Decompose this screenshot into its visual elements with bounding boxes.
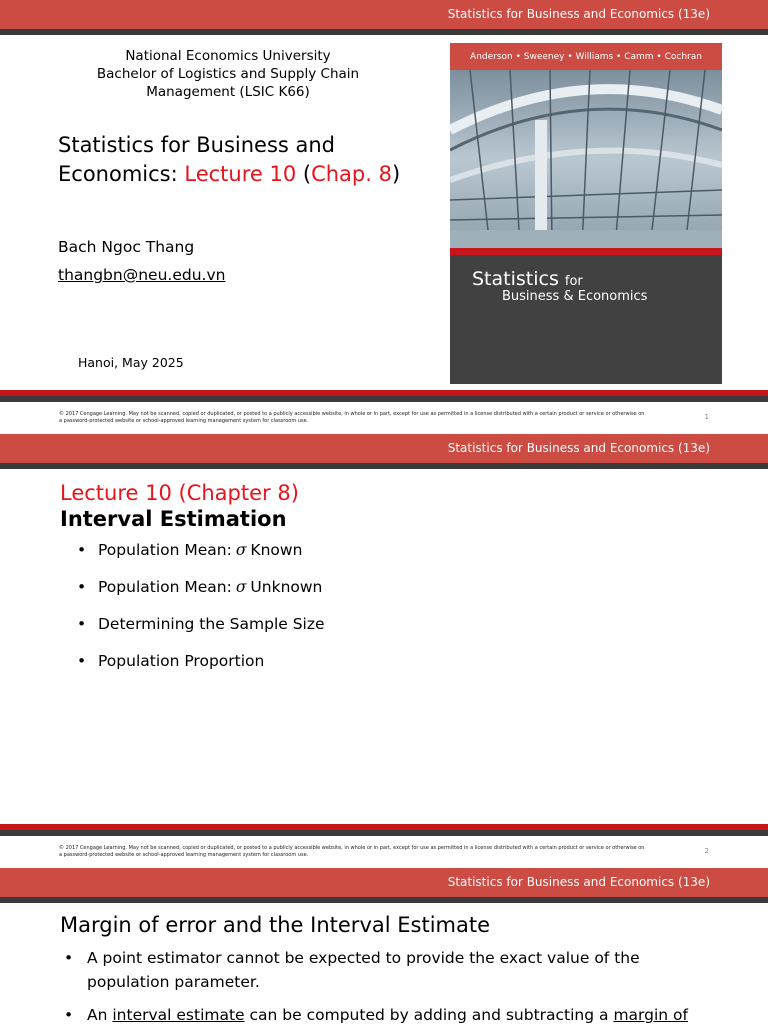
bullet-marker: •	[64, 949, 74, 967]
page-number: 2	[704, 847, 709, 855]
title-paren-close: )	[391, 162, 401, 186]
author-block	[58, 233, 225, 289]
header-bar	[0, 868, 768, 897]
bullet-marker: •	[77, 615, 87, 633]
title-chapter: Chap. 8	[311, 162, 392, 186]
cover-title-line1	[472, 268, 583, 290]
header-title: Statistics for Business and Economics (13e)	[447, 875, 710, 889]
slide-2	[0, 434, 768, 868]
footer-dark-bar	[0, 830, 768, 836]
footer-bars	[0, 824, 768, 836]
lecture-subtitle: Interval Estimation	[60, 507, 287, 531]
topic-list	[77, 537, 325, 685]
header-title: Statistics for Business and Economics (13e)	[447, 7, 710, 21]
bullet-text: can be computed by adding and subtracting a	[244, 1006, 614, 1024]
cover-architecture-photo	[450, 70, 722, 248]
bullet-text: Unknown	[250, 578, 323, 596]
list-item	[77, 537, 325, 574]
header-title: Statistics for Business and Economics (13e)	[447, 441, 710, 455]
cover-authors: Anderson • Sweeney • Williams • Camm • Cochran	[450, 43, 722, 70]
sigma-symbol: σ	[235, 541, 247, 559]
place-date: Hanoi, May 2025	[78, 355, 184, 370]
cover-title-line2: Business & Economics	[502, 289, 648, 304]
sigma-symbol: σ	[235, 578, 247, 596]
bullet-text: An	[87, 1006, 113, 1024]
copyright-notice: © 2017 Cengage Learning. May not be scanned, copied or duplicated, or posted to a publicly accessible website, in whole or in part, except for use as permitted in a license distributed with a certain product or service or otherwise on a password-protected website or school-approved learning management system for classroom use.	[59, 411, 645, 424]
author-email-link[interactable]: thangbn@neu.edu.vn	[58, 266, 226, 284]
bullet-text: Determining the Sample Size	[98, 615, 325, 633]
header-divider	[0, 897, 768, 903]
page-number: 1	[704, 413, 709, 421]
author-name: Bach Ngoc Thang	[58, 238, 195, 256]
title-paren-open: (	[296, 162, 312, 186]
slide-3	[0, 868, 768, 1024]
header-divider	[0, 29, 768, 35]
list-item	[77, 611, 325, 648]
title-course: Statistics for Business and Economics:	[58, 133, 336, 186]
program-name: Bachelor of Logistics and Supply Chain Management (LSIC K66)	[96, 66, 360, 100]
list-item	[64, 946, 704, 994]
bullet-marker: •	[64, 1006, 74, 1024]
term-interval-estimate: interval estimate	[112, 1006, 245, 1024]
cover-title-statistics: Statistics	[472, 268, 559, 290]
cover-red-stripe	[450, 248, 722, 255]
bullet-text: Population Mean:	[98, 541, 232, 559]
bullet-text: Known	[250, 541, 303, 559]
slide-title: Margin of error and the Interval Estimate	[60, 913, 491, 937]
slide-1	[0, 0, 768, 434]
bullet-marker: •	[77, 652, 87, 670]
footer-dark-bar	[0, 396, 768, 402]
header-divider	[0, 463, 768, 469]
bullet-marker: •	[77, 578, 87, 596]
copyright-notice: © 2017 Cengage Learning. May not be scanned, copied or duplicated, or posted to a publicly accessible website, in whole or in part, except for use as permitted in a license distributed with a certain product or service or otherwise on a password-protected website or school-approved learning management system for classroom use.	[59, 845, 645, 858]
slide-title	[58, 131, 438, 189]
bullet-text: Population Mean:	[98, 578, 232, 596]
lecture-title: Lecture 10 (Chapter 8)	[60, 481, 299, 505]
bullet-text: Population Proportion	[98, 652, 265, 670]
list-item	[77, 648, 325, 685]
institution-block	[58, 47, 398, 101]
university-name: National Economics University	[125, 48, 331, 64]
list-item	[77, 574, 325, 611]
header-bar	[0, 0, 768, 29]
list-item	[64, 1003, 704, 1024]
bullet-marker: •	[77, 541, 87, 559]
content-list	[64, 946, 704, 1024]
header-bar	[0, 434, 768, 463]
footer-bars	[0, 390, 768, 402]
title-lecture: Lecture 10	[184, 162, 297, 186]
bullet-text: A point estimator cannot be expected to provide the exact value of the population parameter.	[87, 949, 640, 991]
cover-title-for: for	[564, 274, 583, 289]
book-cover-image	[450, 43, 722, 384]
term-margin-of-error: margin of	[613, 1006, 688, 1024]
